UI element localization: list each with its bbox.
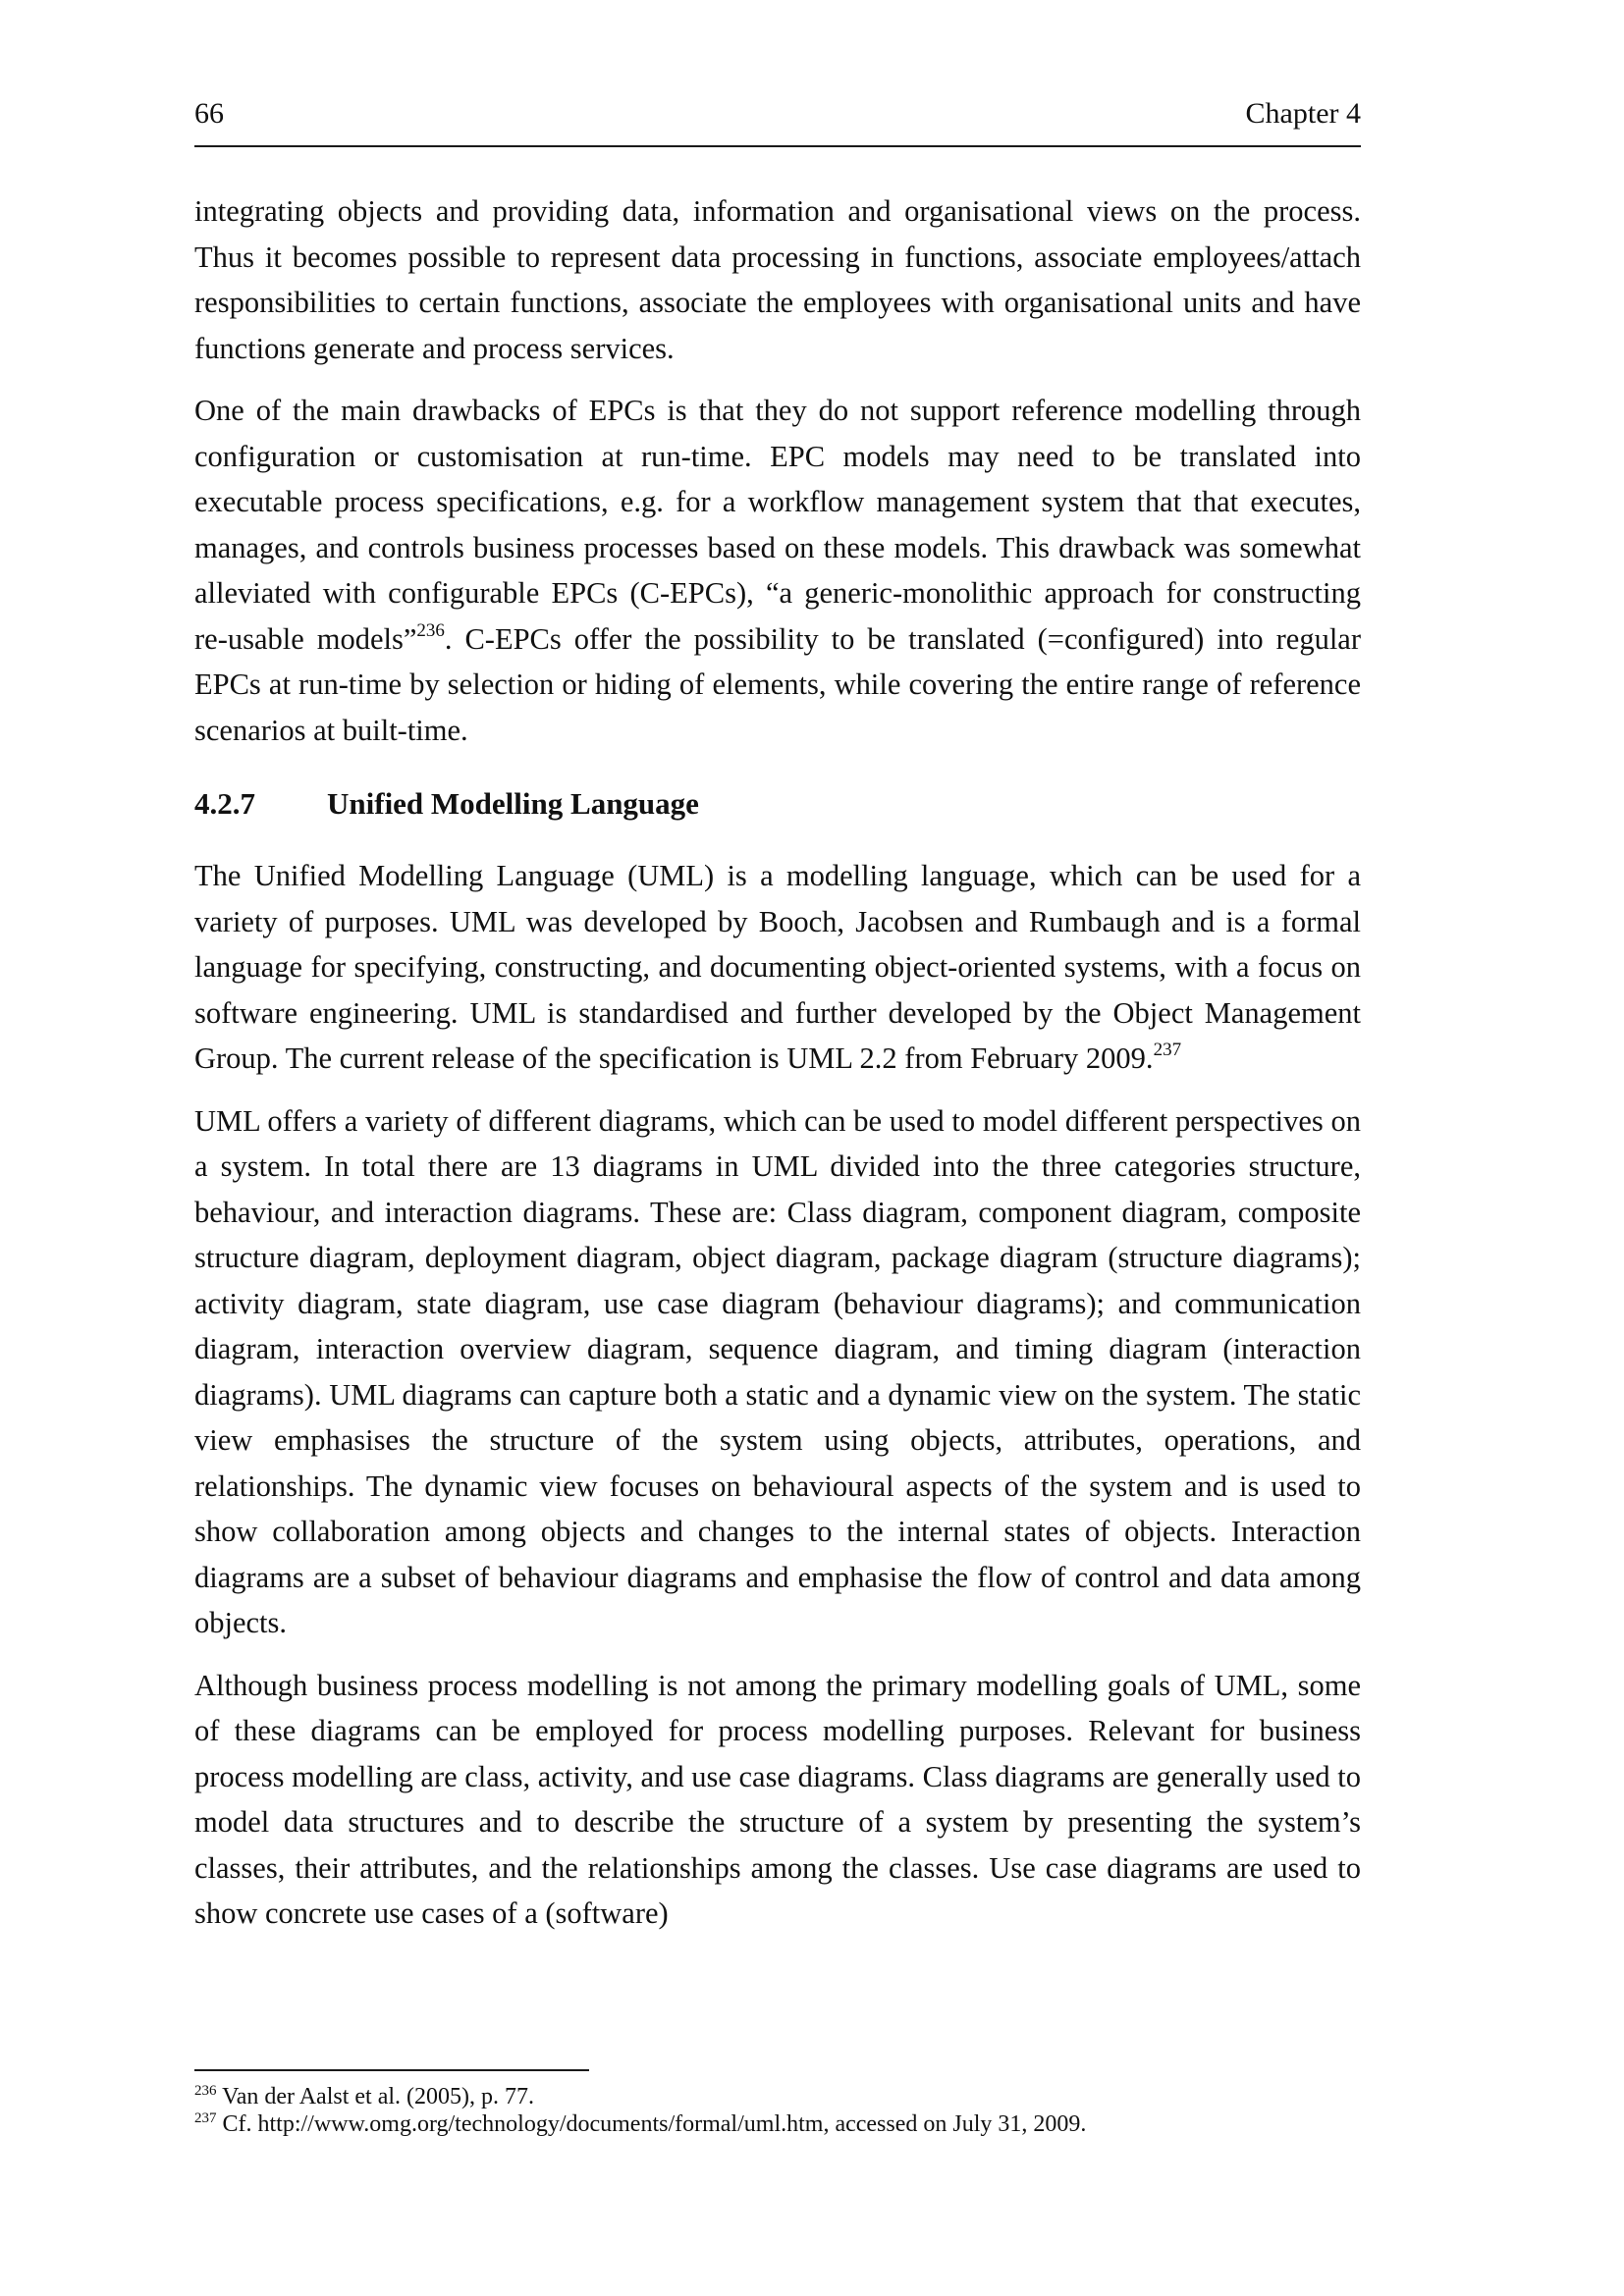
paragraph-epc-drawbacks <box>194 388 1361 753</box>
section-title: Unified Modelling Language <box>327 786 699 821</box>
footnote-ref-236: 236 <box>416 619 445 641</box>
footnote-236 <box>194 2083 1361 2110</box>
body-text <box>194 188 1361 1953</box>
section-number: 4.2.7 <box>194 786 255 821</box>
paragraph-uml-diagrams: UML offers a variety of different diagrams, which can be used to model different perspectives on a system. In total there are 13 diagrams in UML divided into the three categories structure, behaviour, and interaction diagrams. These are: Class diagram, component diagram, composite structure diagram, deployment diagram, object diagram, package diagram (structure diagrams); activity diagram, state diagram, use case diagram (behaviour diagrams); and communication diagram, interaction overview diagram, sequence diagram, and timing diagram (interaction diagrams). UML diagrams can capture both a static and a dynamic view on the system. The static view emphasises the structure of the system using objects, attributes, operations, and relationships. The dynamic view focuses on behavioural aspects of the system and is used to show collaboration among objects and changes to the internal states of objects. Interaction diagrams are a subset of behaviour diagrams and emphasise the flow of control and data among objects. <box>194 1103 1361 1639</box>
footnote-divider <box>194 2069 589 2071</box>
section-heading <box>194 784 1361 824</box>
paragraph-uml-process-modelling: Although business process modelling is not among the primary modelling goals of UML, some of these diagrams can be employed for process modelling purposes. Relevant for business process modelling are class, activity, and use case diagrams. Class diagrams are generally used to model data structures and to describe the structure of a system by presenting the system’s classes, their attributes, and the relationships among the classes. Use case diagrams are used to show concrete use cases of a (software) <box>194 1668 1361 1930</box>
paragraph-epc-drawbacks-text: One of the main drawbacks of EPCs is that they do not support reference modelling through configuration or customisation at run-time. EPC models may need to be translated into executable process specifications, e.g. for a workflow management system that that executes, manages, and controls business processes based on these models. This drawback was somewhat alleviated with configurable EPCs (C-EPCs), “a generic-monolithic approach for constructing re-usable models” <box>194 394 1361 656</box>
footnotes <box>194 2083 1361 2138</box>
footnote-ref-237: 237 <box>1153 1040 1182 1060</box>
paragraph-uml-intro <box>194 853 1361 1082</box>
page-number: 66 <box>194 97 224 130</box>
paragraph-objects-views: integrating objects and providing data, information and organisational views on the process. Thus it becomes possible to represent data processing in functions, associate employees/attach responsibilities to certain functions, associate the employees with organisational units and have functions generate and process services. <box>194 194 1361 365</box>
footnote-marker: 237 <box>194 2110 217 2126</box>
paragraph-uml-intro-text: The Unified Modelling Language (UML) is a modelling language, which can be used for a variety of purposes. UML was developed by Booch, Jacobsen and Rumbaugh and is a formal language for specifying, constructing, and documenting object-oriented systems, with a focus on software engineering. UML is standardised and further developed by the Object Management Group. The current release of the specification is UML 2.2 from February 2009. <box>194 859 1361 1075</box>
chapter-label: Chapter 4 <box>1245 97 1361 130</box>
paragraph-epc-drawbacks-continuation: . C-EPCs offer the possibility to be translated (=configured) into regular EPCs at run-time by selection or hiding of elements, while covering the entire range of reference scenarios at built-time. <box>194 621 1361 747</box>
running-header <box>194 96 1361 147</box>
footnote-237 <box>194 2110 1361 2138</box>
footnote-text: Van der Aalst et al. (2005), p. 77. <box>222 2084 535 2109</box>
footnote-marker: 236 <box>194 2083 217 2099</box>
footnote-text: Cf. http://www.omg.org/technology/documents/formal/uml.htm, accessed on July 31, 2009. <box>222 2111 1087 2137</box>
